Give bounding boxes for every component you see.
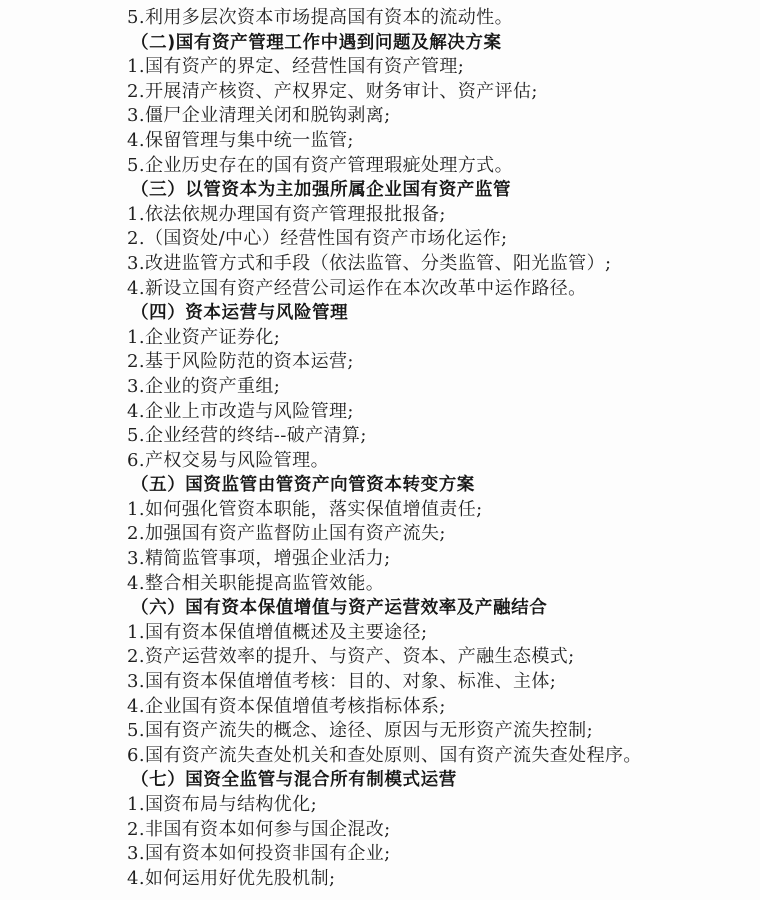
list-item: 4.新设立国有资产经营公司运作在本次改革中运作路径。	[127, 277, 587, 299]
list-item: 4.如何运用好优先股机制;	[127, 867, 336, 889]
list-item: 3.精简监管事项，增强企业活力;	[127, 548, 391, 570]
list-item: 2.开展清产核资、产权界定、财务审计、资产评估;	[127, 80, 538, 102]
section-heading: （七）国资全监管与混合所有制模式运营	[131, 770, 457, 791]
list-item: 4.企业上市改造与风险管理;	[127, 400, 354, 422]
section-heading: （四）资本运营与风险管理	[131, 303, 349, 324]
list-item: 1.依法依规办理国有资产管理报批报备;	[127, 203, 446, 225]
list-item: 3.企业的资产重组;	[127, 375, 281, 397]
list-item: 2.非国有资本如何参与国企混改;	[127, 818, 391, 840]
list-item: 5.企业历史存在的国有资产管理瑕疵处理方式。	[127, 154, 513, 176]
section-heading: （二)国有资产管理工作中遇到问题及解决方案	[131, 32, 502, 53]
list-item: 1.国有资本保值增值概述及主要途径;	[127, 621, 428, 643]
list-item: 4.保留管理与集中统一监管;	[127, 129, 354, 151]
list-item: 3.国有资本保值增值考核：目的、对象、标准、主体;	[127, 671, 557, 693]
list-item: 3.僵尸企业清理关闭和脱钩剥离;	[127, 105, 391, 127]
list-item: 1.企业资产证券化;	[127, 326, 281, 348]
section-heading: （六）国有资本保值增值与资产运营效率及产融结合	[131, 598, 548, 619]
section-heading: （五）国资监管由管资产向管资本转变方案	[131, 475, 475, 496]
section-heading: （三）以管资本为主加强所属企业国有资产监管	[131, 180, 512, 201]
list-item: 2.资产运营效率的提升、与资产、资本、产融生态模式;	[127, 646, 575, 668]
document-body	[127, 6, 747, 891]
list-item: 6.国有资产流失查处机关和查处原则、国有资产流失查处程序。	[127, 744, 642, 766]
list-item: 1.如何强化管资本职能，落实保值增值责任;	[127, 498, 483, 520]
list-item: 3.改进监管方式和手段（依法监管、分类监管、阳光监管）;	[127, 252, 612, 274]
list-item: 4.企业国有资本保值增值考核指标体系;	[127, 695, 446, 717]
list-item: 6.产权交易与风险管理。	[127, 449, 329, 471]
list-item: 2.加强国有资产监督防止国有资产流失;	[127, 523, 446, 545]
list-item: 4.整合相关职能提高监管效能。	[127, 572, 385, 594]
list-item: 5.国有资产流失的概念、途径、原因与无形资产流失控制;	[127, 720, 594, 742]
list-item: 5.企业经营的终结--破产清算;	[127, 425, 367, 447]
list-item: 5.利用多层次资本市场提高国有资本的流动性。	[127, 7, 513, 28]
list-item: 3.国有资本如何投资非国有企业;	[127, 843, 391, 865]
list-item: 2.（国资处/中心）经营性国有资产市场化运作;	[127, 228, 508, 250]
list-item: 2.基于风险防范的资本运营;	[127, 351, 354, 373]
list-item: 1.国有资产的界定、经营性国有资产管理;	[127, 56, 465, 78]
list-item: 1.国资布局与结构优化;	[127, 794, 318, 815]
